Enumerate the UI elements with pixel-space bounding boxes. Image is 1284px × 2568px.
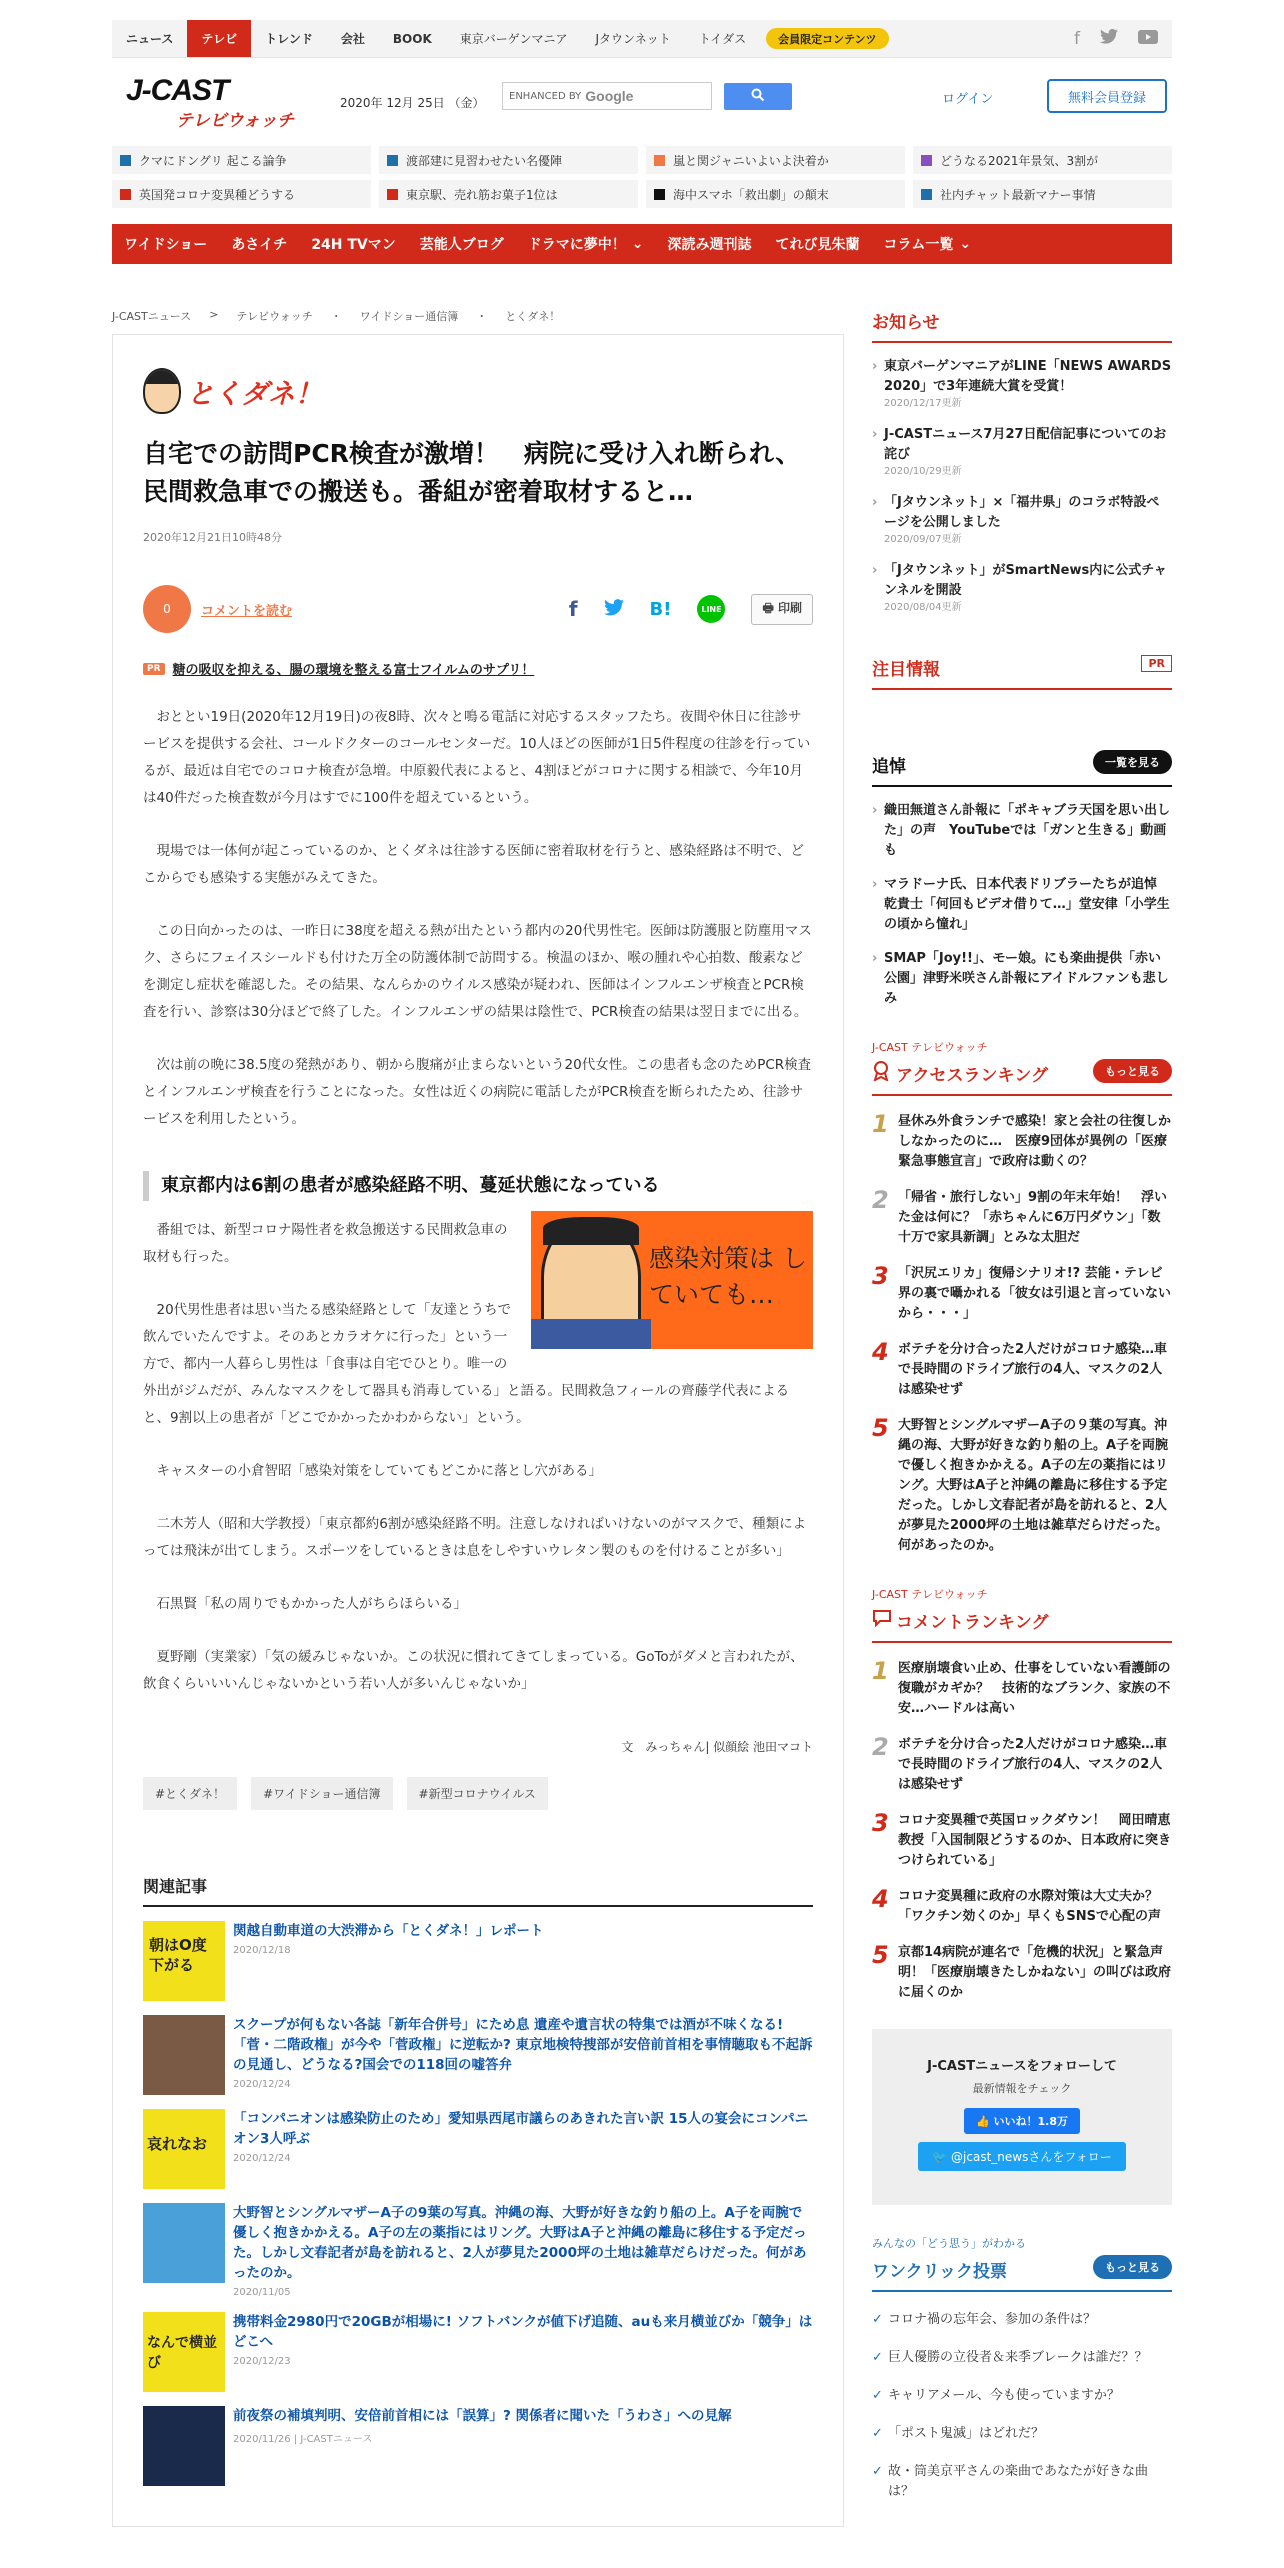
tag[interactable]: #とくダネ！ [143,1777,237,1810]
related-item[interactable] [143,2203,813,2298]
comment-count[interactable]: 0 [143,585,191,633]
nav-column-label: コラム一覧 [883,237,954,253]
related-thumbnail: なんで横並び [143,2312,225,2392]
section-heading: 東京都内は6割の患者が感染経路不明、蔓延状態になっている [143,1171,813,1201]
topnav-bargain[interactable]: 東京バーゲンマニア [459,32,568,46]
related-date: 2020/12/24 [233,2153,291,2164]
line-share-icon[interactable]: LINE [697,595,725,623]
nav-geinoblog[interactable]: 芸能人ブログ [419,237,504,253]
ranking-item[interactable] [872,1340,1172,1400]
caricature-image [531,1211,813,1349]
headline-text: 社内チャット最新マナー事情 [940,187,1096,202]
paragraph: 20代男性患者は思い当たる感染経路として「友達とうちで飲んでいたんですよ。そのあとカラオケに行った」という一方で、都内一人暮らし男性は「食事は自宅でひとり。唯一の外出がジムだが、みんなマスクをして器具も消毒している」と語る。民間救急フィールの齊藤学代表によると、9割以上の患者が「どこでかかったかわからない」という。 [143,1302,790,1426]
tsuito-item[interactable]: › マラドーナ氏、日本代表ドリブラーたちが追悼 乾貴士「何回もビデオ借りて…」堂安律「小学生の頃から憧れ」 [872,875,1172,935]
paragraph: 石黒賢「私の周りでもかかった人がちらほらいる」 [156,1596,467,1612]
headline-text: 渡部建に見習わせたい名優陣 [406,153,563,168]
rank-title: 京都14病院が連名で「危機的状況」と緊急声明！「医療崩壊きたしかねない」の叫びは政府に届くのか [898,1945,1172,2000]
nav-drama-label: ドラマに夢中！ [527,237,626,253]
related-item[interactable] [143,1921,813,2001]
vote-heading [872,2257,1172,2292]
related-thumbnail: 哀れなお [143,2109,225,2189]
related-title: 「コンパニオンは感染防止のため」愛知県西尾市議らのあきれた言い訳 15人の宴会にコンパニオン3人呼ぶ [233,2111,809,2147]
rank-title: ボテチを分け合った2人だけがコロナ感染…車で長時間のドライブ旅行の4人、マスクの2人は感染せず [898,1342,1168,1397]
site-logo[interactable] [126,72,316,132]
headline-link[interactable] [112,180,371,208]
current-date: 2020年 12月 25日 （金） [340,95,485,110]
follow-box [872,2029,1172,2205]
ranking-item[interactable] [872,1887,1172,1927]
rank-number: 4 [872,1885,889,1913]
sidebar [872,308,1172,2527]
rank-number: 2 [872,1186,889,1214]
related-date: 2020/12/23 [233,2356,291,2367]
related-date: 2020/11/26 | J-CASTニュース [233,2434,373,2445]
ranking-item[interactable] [872,1943,1172,2003]
paragraph: 番組では、新型コロナ陽性者を救急搬送する民間救急車の取材も行った。 [143,1222,508,1265]
breadcrumb-item[interactable]: ワイドショー通信簿 [359,310,459,323]
twitter-share-icon[interactable] [604,599,624,620]
facebook-like-label: いいね！1.8万 [993,2115,1069,2128]
paragraph: キャスターの小倉智昭「感染対策をしていてもどこかに落とし穴がある」 [156,1463,602,1479]
top-navigation [112,20,1172,58]
headline-text: どうなる2021年景気、3割が [940,153,1099,168]
share-bar [143,585,813,633]
headline-link[interactable] [112,146,371,174]
access-ranking-heading [872,1061,1172,1096]
print-label: 印刷 [777,600,802,615]
tsuito-more-button[interactable]: 一覧を見る [1093,750,1172,774]
login-link[interactable]: ログイン [942,92,994,107]
facebook-like-button[interactable] [964,2108,1080,2134]
related-date: 2020/11/05 [233,2287,291,2298]
paragraph: 夏野剛（実業家）「気の緩みじゃないか。この状況に慣れてきてしまっている。GoToがダメと言われたが、飲食くらいいいんじゃないかという若い人が多いんじゃないか」 [143,1649,804,1692]
attention-title: 注目情報 [872,660,940,680]
access-more-button[interactable]: もっと見る [1093,1059,1172,1083]
vote-title: ワンクリック投票 [872,2262,1007,2282]
nav-drama[interactable] [516,234,656,254]
search-input[interactable] [502,82,712,110]
related-thumbnail [143,2203,225,2283]
member-content-badge[interactable]: 会員限定コンテンツ [766,28,888,49]
rank-number: 4 [872,1338,889,1366]
vote-label: みんなの「どう思う」がわかる [872,2237,1026,2250]
related-heading: 関連記事 [143,1874,813,1907]
headline-link[interactable] [379,180,638,208]
logo-sub: テレビウォッチ [176,111,294,131]
breadcrumb-item[interactable]: J-CASTニュース [112,310,192,323]
main-navigation [112,224,1172,264]
headline-link[interactable] [646,146,905,174]
speech-bubble-icon [872,1609,892,1632]
rank-title: 大野智とシングルマザーA子の９葉の写真。沖縄の海、大野が好きな釣り船の上。A子を両腕で優しく抱きかかえる。A子の左の薬指にはリング。大野はA子と沖縄の離島に移住する予定だった。しかし文春記者が島を訪れると、2人が夢見た2000坪の土地は雑草だらけだった。何があったのか。 [898,1418,1169,1553]
tsuito-item[interactable]: › 織田無道さん訃報に「ポキャブラ天国を思い出した」の声 YouTubeでは「ガンと生きる」動画も [872,801,1172,861]
bullet-square [921,155,932,166]
pr-tag: PR [143,663,165,675]
notice-item[interactable] [872,425,1172,479]
breadcrumb-separator: ・ [330,310,342,323]
notice-heading: お知らせ [872,308,1172,343]
notice-item[interactable] [872,561,1172,615]
notice-item[interactable] [872,493,1172,547]
pr-text: 糖の吸収を抑える、腸の環境を整える富士フイルムのサプリ！ [172,663,535,678]
bullet-square [921,189,932,200]
notice-date: 2020/12/17更新 [884,398,962,409]
caricature-hair [543,1217,639,1245]
search-button[interactable] [724,83,792,110]
headline-text: 嵐と関ジャニいよいよ決着か [673,153,829,168]
breadcrumb [112,308,844,334]
notice-title: J-CASTニュース7月27日配信記事についてのお詫び [884,427,1167,462]
bullet-square [120,189,131,200]
bullet-square [654,189,665,200]
follow-subtext: 最新情報をチェック [972,2082,1072,2095]
article-date: 2020年12月21日10時48分 [143,531,282,544]
rank-number: 5 [872,1414,889,1442]
printer-icon: 🖶 [762,600,778,615]
twitter-icon[interactable] [1100,29,1118,49]
ranking-item[interactable] [872,1416,1172,1556]
tsuito-item[interactable]: › SMAP「Joy!!」、モー娘。にも楽曲提供「赤い公園」津野米咲さん訃報にアイドルファンも悲しみ [872,949,1172,1009]
related-item[interactable] [143,2312,813,2392]
notice-title: 東京バーゲンマニアがLINE「NEWS AWARDS 2020」で3年連続大賞を受賞！ [884,359,1172,394]
notice-date: 2020/10/29更新 [884,466,962,477]
ranking-item[interactable] [872,1659,1172,1719]
related-thumbnail [143,2015,225,2095]
related-thumbnail [143,2406,225,2486]
nav-wideshow[interactable]: ワイドショー [124,237,208,253]
caricature-suit [531,1319,651,1349]
notice-title: 「Jタウンネット」×「福井県」のコラボ特設ページを公開しました [884,495,1160,530]
ranking-item[interactable] [872,1264,1172,1324]
pr-badge: PR [1141,655,1172,672]
facebook-icon[interactable]: f [1074,28,1080,49]
program-banner[interactable] [143,365,813,417]
vote-item[interactable]: ✓ コロナ禍の忘年会、参加の条件は？ [872,2310,1172,2330]
nav-24htvman[interactable]: 24H TVマン [311,237,396,253]
related-title: 大野智とシングルマザーA子の9葉の写真。沖縄の海、大野が好きな釣り船の上。A子を両腕で優しく抱きかかえる。A子の左の薬指にはリング。大野はA子と沖縄の離島に移住する予定だった。しかし文春記者が島を訪れると、2人が夢見た2000坪の土地は雑草だらけだった。何があったのか。 [233,2205,807,2281]
main-column [112,308,844,2527]
breadcrumb-separator: ・ [476,310,488,323]
tsuito-title: 追悼 [872,757,906,777]
headline-link[interactable] [913,180,1172,208]
rank-number: 1 [872,1110,889,1138]
related-date: 2020/12/18 [233,1945,291,1956]
attention-heading [872,655,1172,690]
headline-text: クマにドングリ 起こる論争 [139,153,287,168]
bullet-square [387,155,398,166]
nav-column[interactable] [872,234,984,254]
article-credit: 文 みっちゃん| 似顔絵 池田マコト [621,1740,813,1754]
notice-date: 2020/08/04更新 [884,602,962,613]
notice-date: 2020/09/07更新 [884,534,962,545]
access-ranking-title: アクセスランキング [896,1066,1048,1086]
topnav-company[interactable]: 会社 [340,32,365,46]
related-item[interactable] [143,2015,813,2095]
caricature-icon [143,368,181,414]
nav-asaichi[interactable]: あさイチ [231,237,288,253]
search-brand: Google [585,88,634,104]
comment-ranking-heading [872,1608,1172,1643]
comment-ranking-title: コメントランキング [896,1613,1049,1633]
bullet-square [387,189,398,200]
topnav-trend[interactable]: トレンド [265,32,313,46]
related-title: 関越自動車道の大渋滞から「とくダネ！」レポート [233,1923,544,1939]
rank-title: 「沢尻エリカ」復帰シナリオ!? 芸能・テレビ界の裏で囁かれる「彼女は引退と言っていないから・・・」 [898,1266,1172,1321]
headline-link[interactable] [379,146,638,174]
vote-item[interactable]: ✓ 巨人優勝の立役者＆来季ブレークは誰だ？？ [872,2348,1172,2368]
twitter-follow-label: @jcast_newsさんをフォロー [951,2150,1112,2164]
rank-title: 医療崩壊食い止め、仕事をしていない看護師の復職がカギか？ 技術的なブランク、家族の不安…ハードルは高い [898,1661,1171,1716]
tag[interactable]: #ワイドショー通信簿 [251,1777,392,1810]
rank-title: コロナ変異種で英国ロックダウン！ 岡田晴恵教授「入国制限どうするのか、日本政府に突きつけられている」 [898,1813,1172,1868]
pr-link[interactable] [143,659,813,678]
related-item[interactable] [143,2406,813,2486]
topnav-jtown[interactable]: Jタウンネット [595,32,671,46]
paragraph: 二木芳人（昭和大学教授）「東京都約6割が感染経路不明。注意しなければいけないのがマスクで、種類によっては飛沫が出てしまう。スポーツをしているときは息をしやすいウレタン製のものを付けることが多い」 [143,1516,807,1559]
related-item[interactable] [143,2109,813,2189]
notice-item[interactable] [872,357,1172,411]
hatena-bookmark-icon[interactable]: B! [649,598,672,620]
vote-item[interactable]: ✓ キャリアメール、今も使っていますか？ [872,2386,1172,2406]
bullet-square [654,155,665,166]
breadcrumb-item[interactable]: テレビウォッチ [236,310,313,323]
article-title: 自宅での訪問PCR検査が激増！ 病院に受け入れ断られ、民間救急車での搬送も。番組が密着取材すると… [143,439,801,506]
rank-title: 「帰省・旅行しない」9割の年末年始！ 浮いた金は何に？「赤ちゃんに6万円ダウン」「数十万で家具新調」とみな太胆だ [898,1190,1168,1245]
search-icon [751,88,765,106]
section-label: J-CAST テレビウォッチ [872,1588,988,1601]
nav-terebi[interactable]: てれび見朱蘭 [775,237,860,253]
social-links [1074,20,1172,57]
topnav-book[interactable]: BOOK [392,31,432,46]
paragraph: この日向かったのは、一昨日に38度を超える熱が出たという都内の20代男性宅。医師は防護服と防塵用マスク、さらにフェイスシールドも付けた万全の防護体制で訪問する。検温のほか、喉の腫れや心拍数、酸素などを測定し症状を確認した。その結果、なんらかのウイルス感染が疑われ、医師はインフルエンザ検査とPCR検査を行い、診察は30分ほどで終了した。インフルエンザの結果は陰性で、PCR検査の結果は翌日までに出る。 [143,923,812,1020]
tag-list [143,1777,813,1810]
chevron-down-icon: ⌄ [631,236,644,252]
rank-title: ボテチを分け合った2人だけがコロナ感染…車で長時間のドライブ旅行の4人、マスクの2人は感染せず [898,1737,1168,1792]
headline-link[interactable] [913,146,1172,174]
paragraph: おととい19日(2020年12月19日)の夜8時、次々と鳴る電話に対応するスタッフたち。夜間や休日に往診サービスを提供する会社、コールドクターのコールセンターだ。10人ほどの医師が1日5件程度の往診を行っているが、最近は自宅でのコロナ検査が急増。中原毅代表によると、4割ほどがコロナに関する相談で、今年10月は40件だった検査数が今月はすでに100件を超えているという。 [143,709,811,806]
ranking-item[interactable] [872,1112,1172,1172]
related-title: 前夜祭の補填判明、安倍前首相には「誤算」? 関係者に聞いた「うわさ」への見解 [233,2408,732,2424]
chevron-down-icon: ⌄ [959,236,972,252]
ranking-item[interactable] [872,1735,1172,1795]
rank-number: 3 [872,1262,889,1290]
related-date: 2020/12/24 [233,2079,291,2090]
logo-main: J-CAST [126,74,229,107]
headline-text: 東京駅、売れ筋お菓子1位は [406,187,558,202]
related-title: スクープが何もない各誌「新年合併号」にため息 遺産や遺言状の特集では酒が不味くなる! 「菅・二階政権」が今や「菅政権」に逆転か? 東京地検特捜部が安倍前首相を事情聴取も不起訴の見通し、どうなる?国会での118回の嘘答弁 [233,2017,813,2073]
breadcrumb-item[interactable]: とくダネ！ [505,310,561,323]
headline-link[interactable] [646,180,905,208]
notice-title: 「Jタウンネット」がSmartNews内に公式チャンネルを開設 [884,563,1167,598]
twitter-follow-button[interactable] [918,2142,1125,2171]
youtube-icon[interactable] [1138,29,1158,49]
print-button[interactable] [751,594,813,625]
headline-text: 海中スマホ「救出劇」の顛末 [673,187,829,202]
ranking-item[interactable] [872,1811,1172,1871]
site-header [112,58,1172,146]
breadcrumb-separator: > [209,308,219,321]
article-body [143,704,813,1698]
related-list [143,1921,813,2486]
read-comments-link[interactable]: コメントを読む [201,603,293,619]
vote-more-button[interactable]: もっと見る [1093,2255,1172,2279]
facebook-share-icon[interactable]: f [568,597,578,621]
rank-number: 3 [872,1809,889,1837]
topnav-toidas[interactable]: トイダス [698,32,747,46]
program-name: とくダネ！ [187,378,322,410]
paragraph: 次は前の晩に38.5度の発熱があり、朝から腹痛が止まらないという20代女性。この患者も念のためPCR検査とインフルエンザ検査を行うことになった。女性は近くの病院に電話したがPCR検査を断られたため、往診サービスを利用したという。 [143,1057,812,1127]
topnav-news[interactable]: ニュース [126,32,174,46]
section-label: J-CAST テレビウォッチ [872,1041,988,1054]
tag[interactable]: #新型コロナウイルス [407,1777,548,1810]
follow-heading: J-CASTニュースをフォローして [927,2059,1117,2074]
rank-number: 2 [872,1733,889,1761]
related-title: 携帯料金2980円で20GBが相場に! ソフトバンクが値下げ追随、auも来月横並びか「競争」はどこへ [233,2314,813,2350]
image-caption: 感染対策は していても… [649,1244,807,1309]
vote-item[interactable]: ✓ 故・筒美京平さんの楽曲であなたが好きな曲は？ [872,2462,1172,2502]
share-buttons [569,594,813,625]
register-button[interactable]: 無料会員登録 [1047,79,1167,113]
rank-title: 昼休み外食ランチで感染！家と会社の往復しかしなかったのに… 医療9団体が異例の「医療緊急事態宣言」で政府は動くの？ [898,1114,1172,1169]
headline-text: 英国発コロナ変異種どうする [139,187,296,202]
article [112,334,844,2527]
nav-shukanshi[interactable]: 深読み週刊誌 [667,237,752,253]
twitter-icon: 🐦 [932,2150,952,2164]
topnav-tv[interactable]: テレビ [187,20,251,57]
thumbs-up-icon: 👍 [975,2115,994,2128]
search-placeholder: ENHANCED BY [509,90,582,102]
paragraph: 現場では一体何が起こっているのか、とくダネは往診する医師に密着取材を行うと、感染経路は不明で、どこからでも感染する実態がみえてきた。 [143,843,804,886]
medal-icon [872,1061,890,1086]
headline-links [112,146,1172,208]
ranking-item[interactable] [872,1188,1172,1248]
rank-number: 5 [872,1941,889,1969]
related-thumbnail: 朝はO度 下がる [143,1921,225,2001]
vote-item[interactable]: ✓ 「ポスト鬼滅」はどれだ？ [872,2424,1172,2444]
rank-title: コロナ変異種に政府の水際対策は大丈夫か？ 「ワクチン効くのか」早くもSNSで心配の声 [898,1889,1172,1924]
tsuito-heading [872,752,1172,787]
rank-number: 1 [872,1657,889,1685]
bullet-square [120,155,131,166]
